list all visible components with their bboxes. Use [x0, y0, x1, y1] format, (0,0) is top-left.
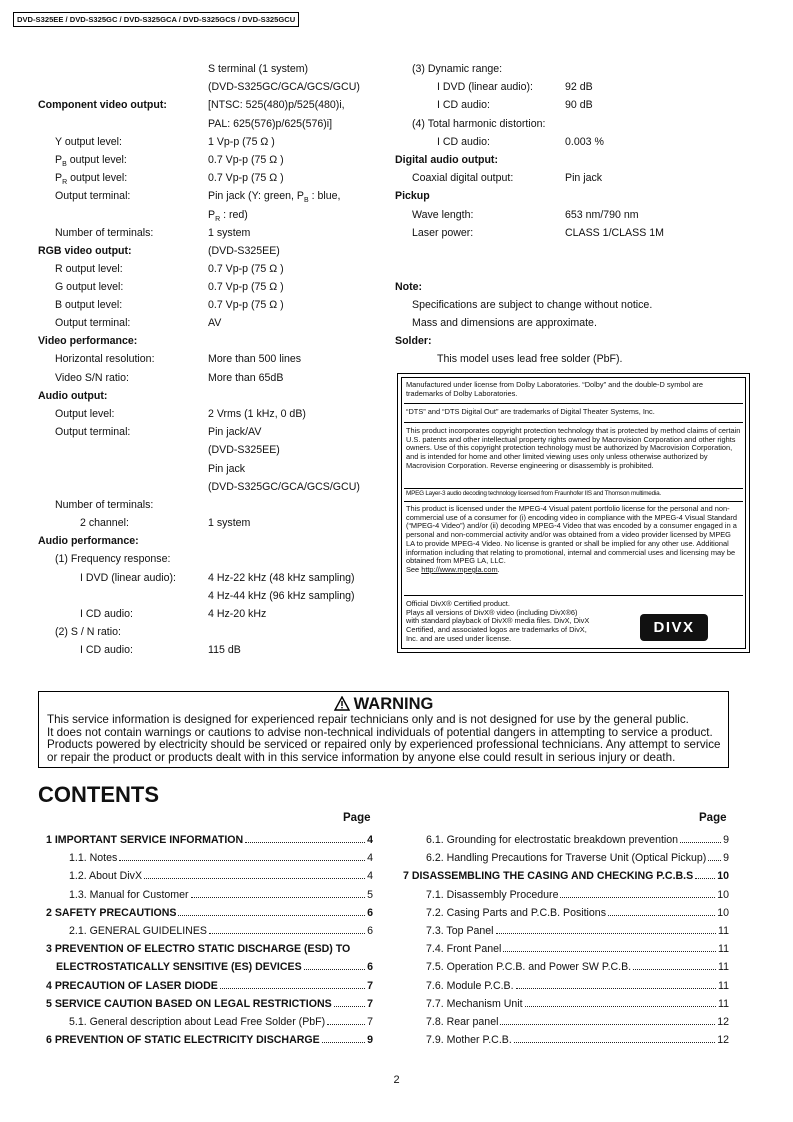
toc-page-number: 9	[367, 1034, 373, 1047]
warning-box	[38, 691, 729, 768]
note-line-2: Mass and dimensions are approximate.	[412, 317, 597, 329]
toc-entry-title: 3 PREVENTION OF ELECTRO STATIC DISCHARGE (ESD) TO	[46, 943, 351, 956]
license-divider	[404, 403, 743, 404]
toc-entry-title: 1.3. Manual for Customer	[69, 888, 189, 901]
toc-page-number: 11	[718, 997, 729, 1010]
audio-terminal-value-3: Pin jack	[208, 463, 246, 475]
toc-entry[interactable]	[46, 831, 373, 849]
toc-entry[interactable]	[426, 995, 729, 1013]
output-terminal-value-2: $P_R$ : red)	[208, 209, 248, 223]
dr-dvd-label: I DVD (linear audio):	[437, 81, 533, 93]
license-divider	[404, 501, 743, 502]
fr-dvd-value-1: 4 Hz-22 kHz (48 kHz sampling)	[208, 572, 355, 584]
toc-entry-title: 1.1. Notes	[69, 852, 118, 865]
toc-entry-title: 7.5. Operation P.C.B. and Power SW P.C.B.	[426, 961, 632, 974]
pickup-label: Pickup	[395, 190, 430, 202]
toc-entry-title: 7.9. Mother P.C.B.	[426, 1034, 512, 1047]
pb-level-value: 0.7 Vp-p (75 Ω )	[208, 154, 284, 166]
audio-terminal-value-1: Pin jack/AV	[208, 426, 262, 438]
toc-entry-title: 7.7. Mechanism Unit	[426, 997, 523, 1010]
note-line-1: Specifications are subject to change without notice.	[412, 299, 653, 311]
sn-ratio-label: (2) S / N ratio:	[55, 626, 121, 638]
toc-dot-leader	[695, 878, 715, 879]
component-pal: PAL: 625(576)p/625(576)i]	[208, 118, 333, 130]
hres-label: Horizontal resolution:	[55, 353, 155, 365]
toc-dot-leader	[119, 860, 365, 861]
component-label: Component video output:	[38, 99, 167, 111]
toc-dot-leader	[327, 1024, 365, 1025]
note-label: Note:	[395, 281, 423, 293]
toc-dot-leader	[209, 933, 365, 934]
r-level-label: R output level:	[55, 263, 123, 275]
freq-response-label: (1) Frequency response:	[55, 553, 171, 565]
pr-level-label: $P_R$ output level:	[55, 172, 128, 186]
toc-dot-leader	[516, 988, 716, 989]
mpeg4-text: This product is licensed under the MPEG-4 Visual patent portfolio license for the personal and non-commercial use of a consumer for (i) encoding video in compliance with the MPEG-4 Visual Standard (“MPEG-4 Video”) and/or (ii) decoding MPEG-4 Video that was encoded by a consumer engaged in a personal and non-commercial activity and/or was obtained from a video provider licensed by MPEG LA to provide MPEG-4 Video. No license is granted or shall be implied for any other use. Additional information including that relating to promotional, internal and commercial uses and licensing may be obtained from MPEG LA, LLC.	[406, 504, 737, 566]
solder-label: Solder:	[395, 335, 432, 347]
toc-entry[interactable]	[426, 1031, 729, 1049]
mpegla-link[interactable]: http://www.mpegla.com	[421, 564, 498, 574]
thd-label: (4) Total harmonic distortion:	[412, 118, 546, 130]
laser-power-label: Laser power:	[412, 227, 474, 239]
y-level-label: Y output level:	[55, 136, 122, 148]
toc-entry[interactable]	[69, 849, 373, 867]
toc-entry[interactable]	[69, 886, 373, 904]
toc-page-number: 10	[717, 888, 729, 901]
audio-level-label: Output level:	[55, 408, 115, 420]
video-performance-label: Video performance:	[38, 335, 138, 347]
toc-entry[interactable]	[403, 867, 729, 885]
toc-page-number: 4	[367, 870, 373, 883]
output-terminal-label: Output terminal:	[55, 190, 131, 202]
audio-performance-label: Audio performance:	[38, 535, 139, 547]
toc-dot-leader	[191, 897, 366, 898]
toc-dot-leader	[633, 969, 716, 970]
sn-label: Video S/N ratio:	[55, 372, 130, 384]
toc-entry-title: 4 PRECAUTION OF LASER DIODE	[46, 979, 218, 992]
snr-cd-label: I CD audio:	[80, 644, 133, 656]
pr-level-value: 0.7 Vp-p (75 Ω )	[208, 172, 284, 184]
toc-entry-title: 5.1. General description about Lead Free Solder (PbF)	[69, 1016, 326, 1028]
toc-page-number: 9	[723, 852, 729, 865]
toc-entry-title: 7.6. Module P.C.B.	[426, 979, 514, 992]
y-level-value: 1 Vp-p (75 Ω )	[208, 136, 275, 148]
toc-entry[interactable]	[69, 1013, 373, 1031]
toc-entry[interactable]	[69, 922, 373, 940]
wave-length-value: 653 nm/790 nm	[565, 209, 639, 221]
fr-cd-value: 4 Hz-20 kHz	[208, 608, 267, 620]
coax-value: Pin jack	[565, 172, 603, 184]
macrovision-notice: This product incorporates copyright protection technology that is protected by method claims of certain U.S. patents and other intellectual property rights owned by Macrovision Corporation and other rights owners. Use of this copyright protection technology must be authorized by Macrovision Corporation, and is intended for home and other limited viewing uses only unless otherwise authorized by Macrovision Corporation. Reverse engineering or disassembly is prohibited.	[406, 426, 741, 470]
mp3-notice: MPEG Layer-3 audio decoding technology licensed from Fraunhofer IIS and Thomson multimedia.	[406, 490, 661, 497]
audio-terminal-value-2: (DVD-S325EE)	[208, 444, 280, 456]
toc-entry[interactable]	[426, 977, 729, 995]
toc-dot-leader	[304, 969, 365, 970]
b-level-label: B output level:	[55, 299, 123, 311]
toc-entry[interactable]	[426, 849, 729, 867]
toc-entry[interactable]	[56, 958, 373, 976]
toc-page-number: 10	[717, 870, 729, 883]
toc-dot-leader	[322, 1042, 365, 1043]
s-terminal-models: (DVD-S325GC/GCA/GCS/GCU)	[208, 81, 360, 93]
toc-page-number: 12	[717, 1034, 729, 1047]
license-divider	[404, 595, 743, 596]
rgb-label: RGB video output:	[38, 245, 132, 257]
toc-page-number: 6	[367, 961, 373, 974]
toc-page-number: 5	[367, 888, 373, 901]
license-divider	[404, 422, 743, 423]
toc-entry[interactable]	[46, 940, 373, 958]
hres-value: More than 500 lines	[208, 353, 302, 365]
toc-dot-leader	[503, 951, 716, 952]
solder-text: This model uses lead free solder (PbF).	[437, 353, 623, 365]
toc-entry[interactable]	[426, 904, 729, 922]
toc-page-number: 7	[367, 1016, 373, 1028]
toc-page-number: 6	[367, 925, 373, 937]
page-column-header-right: Page	[699, 812, 727, 824]
dts-notice: “DTS” and “DTS Digital Out” are trademarks of Digital Theater Systems, Inc.	[406, 407, 655, 416]
toc-page-number: 4	[367, 852, 373, 865]
rgb-terminal-label: Output terminal:	[55, 317, 131, 329]
two-channel-label: 2 channel:	[80, 517, 129, 529]
toc-entry-title: 7 DISASSEMBLING THE CASING AND CHECKING P.C.B.S	[403, 870, 694, 883]
toc-dot-leader	[514, 1042, 715, 1043]
toc-entry[interactable]	[426, 922, 729, 940]
toc-entry-title: 6.1. Grounding for electrostatic breakdown prevention	[426, 834, 679, 846]
dr-cd-value: 90 dB	[565, 99, 593, 111]
toc-dot-leader	[525, 1006, 716, 1007]
toc-page-number: 6	[367, 906, 373, 919]
toc-entry-title: 1.2. About DivX	[69, 870, 143, 883]
fr-cd-label: I CD audio:	[80, 608, 133, 620]
page-number: 2	[393, 1074, 400, 1086]
audio-output-label: Audio output:	[38, 390, 108, 402]
model-header: DVD-S325EE / DVD-S325GC / DVD-S325GCA / DVD-S325GCS / DVD-S325GCU	[13, 12, 299, 27]
toc-entry-title: 6 PREVENTION OF STATIC ELECTRICITY DISCHARGE	[46, 1034, 320, 1047]
toc-page-number: 11	[718, 925, 729, 937]
laser-power-value: CLASS 1/CLASS 1M	[565, 227, 664, 239]
toc-page-number: 11	[718, 961, 729, 974]
divx-notice: Official DivX® Certified product. Plays all versions of DivX® video (including DivX®6) with standard playback of DivX® media files. DivX, DivX Certified, and associated logos are trademarks of DivX, Inc. and are used under license.	[406, 599, 590, 643]
dynamic-range-label: (3) Dynamic range:	[412, 63, 503, 75]
num-terminals-value: 1 system	[208, 227, 251, 239]
toc-entry-title: 7.3. Top Panel	[426, 925, 494, 937]
s-terminal-value: S terminal (1 system)	[208, 63, 309, 75]
toc-page-number: 11	[718, 943, 729, 956]
fr-dvd-label: I DVD (linear audio):	[80, 572, 176, 584]
rgb-terminal-value: AV	[208, 317, 222, 329]
g-level-label: G output level:	[55, 281, 124, 293]
thd-cd-label: I CD audio:	[437, 136, 490, 148]
page-column-header-left: Page	[343, 812, 371, 824]
license-divider	[404, 488, 743, 489]
toc-entry-title: 7.1. Disassembly Procedure	[426, 888, 559, 901]
coax-label: Coaxial digital output:	[412, 172, 514, 184]
snr-cd-value: 115 dB	[208, 644, 241, 656]
dr-dvd-value: 92 dB	[565, 81, 593, 93]
output-terminal-value-1: Pin jack (Y: green, $P_B$ : blue,	[208, 190, 341, 204]
r-level-value: 0.7 Vp-p (75 Ω )	[208, 263, 284, 275]
fr-dvd-value-2: 4 Hz-44 kHz (96 kHz sampling)	[208, 590, 355, 602]
contents-title: CONTENTS	[38, 782, 159, 807]
dr-cd-label: I CD audio:	[437, 99, 490, 111]
license-box	[397, 373, 750, 653]
two-channel-value: 1 system	[208, 517, 251, 529]
toc-entry[interactable]	[426, 940, 729, 958]
toc-entry-title: ELECTROSTATICALLY SENSITIVE (ES) DEVICES	[56, 961, 302, 974]
warning-text: This service information is designed for experienced repair technicians only and is not designed for use by the general public. It does not contain warnings or cautions to advise non-technical individuals of potential dangers in attempting to service a product. Products powered by electricity should be serviced or repaired only by experienced professional technicians. Any attempt to service or repair the product or products dealt with in this service information by anyone else could result in serious injury or death.	[47, 713, 721, 764]
toc-page-number: 7	[367, 979, 373, 992]
toc-entry[interactable]	[426, 958, 729, 976]
toc-entry-title: 6.2. Handling Precautions for Traverse Unit (Optical Pickup)	[426, 852, 707, 865]
toc-page-number: 10	[717, 906, 729, 919]
toc-page-number: 7	[367, 997, 373, 1010]
mpeg4-notice: This product is licensed under the MPEG-4 Visual patent portfolio license for the personal and non-commercial use of a consumer for (i) encoding video in compliance with the MPEG-4 Visual Standard (“MPEG-4 Video”) and/or (ii) decoding MPEG-4 Video that was encoded by a consumer engaged in a personal and non-commercial activity and/or was obtained from a video provider licensed by MPEG LA to provide MPEG-4 Video. No license is granted or shall be implied for any other use. Additional information including that relating to promotional, internal and commercial uses and licensing may be obtained from MPEG LA, LLC. See http://www.mpegla.com.	[406, 504, 737, 574]
toc-dot-leader	[178, 915, 365, 916]
toc-entry[interactable]	[46, 904, 373, 922]
toc-entry-title: 2 SAFETY PRECAUTIONS	[46, 906, 177, 919]
num-terminals-label: Number of terminals:	[55, 227, 154, 239]
toc-entry[interactable]	[426, 886, 729, 904]
audio-terminal-value-4: (DVD-S325GC/GCA/GCS/GCU)	[208, 481, 360, 493]
rgb-models: (DVD-S325EE)	[208, 245, 280, 257]
toc-entry[interactable]	[46, 995, 373, 1013]
warning-title: WARNING	[39, 694, 728, 714]
thd-cd-value: 0.003 %	[565, 136, 604, 148]
toc-dot-leader	[144, 878, 365, 879]
toc-entry[interactable]	[46, 977, 373, 995]
toc-entry-title: 7.2. Casing Parts and P.C.B. Positions	[426, 906, 606, 919]
digital-audio-label: Digital audio output:	[395, 154, 498, 166]
toc-dot-leader	[500, 1024, 715, 1025]
pb-level-label: $P_B$ output level:	[55, 154, 127, 168]
toc-entry-title: 5 SERVICE CAUTION BASED ON LEGAL RESTRICTIONS	[46, 997, 332, 1010]
toc-entry-title: 2.1. GENERAL GUIDELINES	[69, 925, 207, 937]
dolby-notice: Manufactured under license from Dolby Laboratories. “Dolby” and the double-D symbol are trademarks of Dolby Laboratories.	[406, 380, 704, 398]
toc-entry-title: 7.4. Front Panel	[426, 943, 502, 956]
b-level-value: 0.7 Vp-p (75 Ω )	[208, 299, 284, 311]
audio-level-value: 2 Vrms (1 kHz, 0 dB)	[208, 408, 306, 420]
toc-dot-leader	[560, 897, 715, 898]
toc-dot-leader	[680, 842, 721, 843]
toc-page-number: 9	[723, 834, 729, 846]
license-box-inner	[401, 377, 746, 649]
toc-entry[interactable]	[426, 1013, 729, 1031]
toc-entry-title: 1 IMPORTANT SERVICE INFORMATION	[46, 834, 244, 846]
toc-dot-leader	[496, 933, 716, 934]
audio-num-terminals-label: Number of terminals:	[55, 499, 154, 511]
toc-entry[interactable]	[69, 867, 373, 885]
toc-dot-leader	[608, 915, 715, 916]
toc-entry[interactable]	[426, 831, 729, 849]
toc-dot-leader	[245, 842, 365, 843]
warning-triangle-icon	[334, 696, 350, 711]
toc-page-number: 12	[717, 1016, 729, 1028]
sn-value: More than 65dB	[208, 372, 284, 384]
toc-page-number: 4	[367, 834, 373, 846]
wave-length-label: Wave length:	[412, 209, 474, 221]
toc-dot-leader	[334, 1006, 365, 1007]
g-level-value: 0.7 Vp-p (75 Ω )	[208, 281, 284, 293]
toc-dot-leader	[708, 860, 721, 861]
divx-logo-icon: DIVX	[640, 614, 708, 641]
toc-dot-leader	[220, 988, 365, 989]
toc-entry-title: 7.8. Rear panel	[426, 1016, 499, 1028]
component-ntsc: [NTSC: 525(480)p/525(480)i,	[208, 99, 345, 111]
audio-terminal-label: Output terminal:	[55, 426, 131, 438]
toc-page-number: 11	[718, 979, 729, 992]
toc-entry[interactable]	[46, 1031, 373, 1049]
